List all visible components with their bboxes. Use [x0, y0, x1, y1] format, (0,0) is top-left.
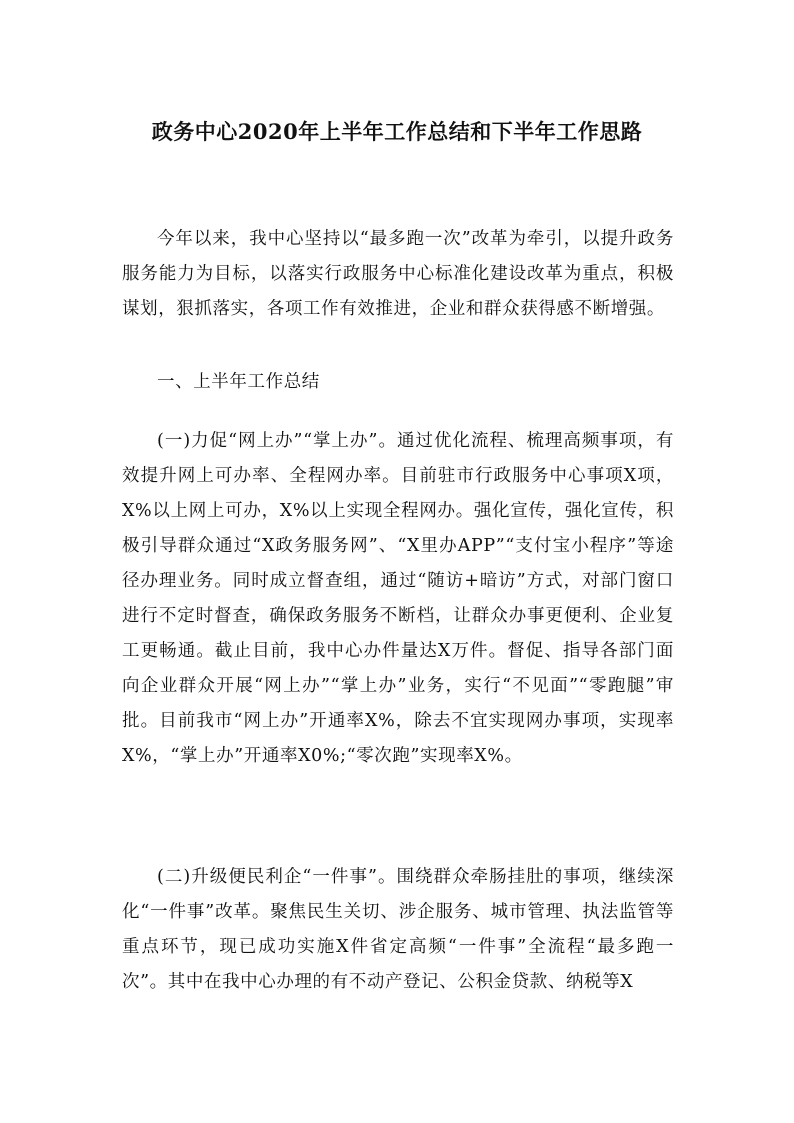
section-heading: 一、上半年工作总结	[157, 372, 320, 392]
item-paragraph: (二)升级便民利企“一件事”。围绕群众牵肠挂肚的事项，继续深化“一件事”改革。聚焦民生关切、涉企服务、城市管理、执法监管等重点环节，现已成功实施X件省定高频“一件事”全流程“最多跑一次”。其中在我中心办理的有不动产登记、公积金贷款、纳税等X	[122, 867, 674, 992]
item-paragraph: (一)力促“网上办”“掌上办”。通过优化流程、梳理高频事项，有效提升网上可办率、全程网办率。目前驻市行政服务中心事项X项，X%以上网上可办，X%以上实现全程网办。强化宣传，强化宣传，积极引导群众通过“X政务服务网”、“X里办APP”“支付宝小程序”等途径办理业务。同时成立督查组，通过“随访+暗访”方式，对部门窗口进行不定时督查，确保政务服务不断档，让群众办事更便利、企业复工更畅通。截止目前，我中心办件量达X万件。督促、指导各部门面向企业群众开展“网上办”“掌上办”业务，实行“不见面”“零跑腿”审批。目前我市“网上办”开通率X%，除去不宜实现网办事项，实现率X%，“掌上办”开通率X0%;“零次跑”实现率X%。	[122, 431, 674, 766]
intro-paragraph: 今年以来，我中心坚持以“最多跑一次”改革为牵引，以提升政务服务能力为目标，以落实行政服务中心标准化建设改革为重点，积极谋划，狠抓落实，各项工作有效推进，企业和群众获得感不断增强。	[122, 229, 674, 319]
document-title: 政务中心2020年上半年工作总结和下半年工作思路	[151, 119, 643, 145]
